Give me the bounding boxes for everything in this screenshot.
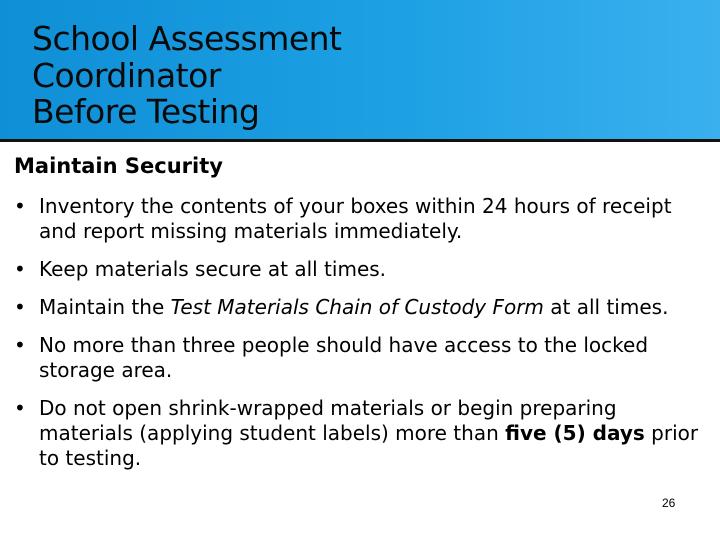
section-heading: Maintain Security [14,154,223,178]
bullet-item [14,194,704,244]
bullet-item [14,257,704,282]
bullet-item [14,396,704,471]
page-number: 26 [662,496,676,510]
bullet-text: Inventory the contents of your boxes within 24 hours of receipt and report missing materials immediately. [39,194,672,243]
bullet-icon: • [14,396,26,420]
deadline-bold: five (5) days [505,421,645,445]
slide-title [32,21,342,131]
title-divider [0,139,720,142]
title-line: Before Testing [32,92,260,131]
title-line: School Assessment [32,19,342,58]
bullet-text-start: Maintain the [39,295,171,319]
title-line: Coordinator [32,55,221,95]
bullet-icon: • [14,295,26,319]
bullet-icon: • [14,194,26,218]
bullet-text-end: at all times. [543,295,669,319]
form-name-italic: Test Materials Chain of Custody Form [170,295,544,319]
title-banner [0,0,720,139]
bullet-text-end: prior to testing. [39,421,699,470]
bullet-icon: • [14,257,26,281]
bullet-item [14,295,704,320]
bullet-list [14,194,704,484]
bullet-text: No more than three people should have access to the locked storage area. [39,333,649,382]
bullet-text-start: Do not open shrink-wrapped materials or begin preparing materials (applying student labels) more than [39,396,617,445]
bullet-icon: • [14,333,26,357]
bullet-item [14,333,704,383]
bullet-text: Keep materials secure at all times. [39,257,387,281]
